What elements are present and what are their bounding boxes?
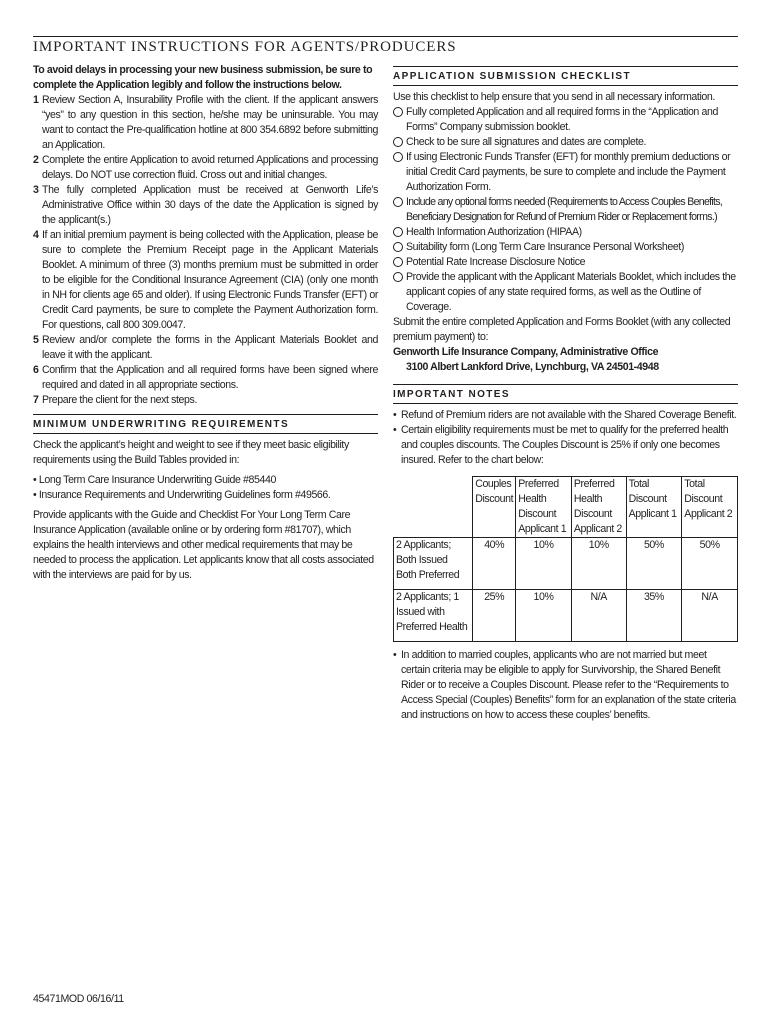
step-item [33, 333, 378, 363]
checklist-item [393, 240, 738, 255]
checklist-item-text: If using Electronic Funds Transfer (EFT) for monthly premium deductions or initial Credit Card payments, be sure to complete and include the Payment Authorization Form. [406, 151, 731, 193]
step-number: 4 [33, 229, 39, 241]
table-cell: 25% [473, 590, 516, 642]
checkbox-circle-icon[interactable] [393, 195, 406, 206]
step-text: Prepare the client for the next steps. [42, 394, 197, 406]
step-text: Complete the entire Application to avoid returned Applications and processing delays. Do NOT use correction fluid. Cross out and initial changes. [42, 154, 378, 181]
checkbox-circle-icon[interactable] [393, 270, 406, 281]
step-number: 7 [33, 394, 39, 406]
form-code: 45471MOD 06/16/11 [33, 993, 124, 1005]
note-text: Refund of Premium riders are not available with the Shared Coverage Benefit. [401, 409, 737, 421]
notes-heading: IMPORTANT NOTES [393, 384, 738, 404]
checklist-items [393, 105, 738, 315]
checklist-item-text: Health Information Authorization (HIPAA) [406, 226, 582, 238]
checkbox-circle-icon[interactable] [393, 135, 406, 146]
step-item [33, 393, 378, 408]
table-header-cell: Preferred Health Discount Applicant 2 [571, 477, 626, 538]
step-item [33, 153, 378, 183]
table-cell: 50% [626, 538, 682, 590]
table-cell: 10% [571, 538, 626, 590]
note-text: Certain eligibility requirements must be met to qualify for the preferred health and couples discounts. The Couples Discount is 25% if only one becomes insured. Refer to the chart below: [401, 424, 729, 466]
instruction-steps [33, 93, 378, 408]
step-number: 6 [33, 364, 39, 376]
checklist-item [393, 225, 738, 240]
checklist-item-text: Suitability form (Long Term Care Insurance Personal Worksheet) [406, 241, 685, 253]
note-bullet: • Refund of Premium riders are not available with the Shared Coverage Benefit. [393, 409, 737, 421]
checklist-item-text: Potential Rate Increase Disclosure Notice [406, 256, 586, 268]
table-row-label: 2 Applicants; Both Issued Both Preferred [394, 538, 473, 590]
step-number: 2 [33, 154, 39, 166]
table-cell: N/A [682, 590, 738, 642]
table-header-cell: Total Discount Applicant 1 [626, 477, 682, 538]
checklist-item-text: Include any optional forms needed (Requirements to Access Couples Benefits, Beneficiary Designation for Refund of Premium Rider or Replacement forms.) [406, 196, 723, 223]
address-line-1: Genworth Life Insurance Company, Administrative Office [393, 346, 659, 358]
table-cell: N/A [571, 590, 626, 642]
checklist-item [393, 270, 738, 315]
intro-text: To avoid delays in processing your new business submission, be sure to complete the Application legibly and follow the instructions below. [33, 64, 373, 91]
checklist-item [393, 195, 738, 225]
table-header-cell: Total Discount Applicant 2 [682, 477, 738, 538]
checklist-item [393, 135, 738, 150]
table-header-cell: Preferred Health Discount Applicant 1 [516, 477, 572, 538]
checklist-item-text: Check to be sure all signatures and dates are complete. [406, 136, 647, 148]
min-uw-bullet: • Long Term Care Insurance Underwriting Guide #85440 [33, 474, 276, 486]
note-bullet: • In addition to married couples, applicants who are not married but meet certain criteria may be eligible to apply for Survivorship, the Shared Benefit Rider or to receive a Couples Discount. Please refer to the “Requirements to Access Special (Couples) Benefits” form for an explanation of the state criteria and instructions on how to access these couples’ benefits. [393, 648, 738, 723]
step-item [33, 363, 378, 393]
step-text: Review and/or complete the forms in the Applicant Materials Booklet and leave it with the applicant. [42, 334, 378, 361]
checkbox-circle-icon[interactable] [393, 240, 406, 251]
checklist-item-text: Provide the applicant with the Applicant Materials Booklet, which includes the applicant copies of any state required forms, as well as the Outline of Coverage. [406, 271, 736, 313]
step-item [33, 228, 378, 333]
min-uw-paragraph-2: Provide applicants with the Guide and Checklist For Your Long Term Care Insurance Application (available online or by ordering form #81707), which explains the health interviews and other medical requirements that may be needed to process the application. Let applicants know that all costs associated with the interviews are paid for by us. [33, 509, 374, 581]
step-text: If an initial premium payment is being collected with the Application, please be sure to complete the Premium Receipt page in the Applicant Materials Booklet. A minimum of three (3) months premium must be submitted in order to be eligible for the Conditional Insurance Agreement (CIA) (only one month in NH for clients age 65 and older). If using Electronic Funds Transfer (EFT) or Credit Card payments, be sure to complete the Payment Authorization form. For questions, call 800 309.0047. [42, 229, 378, 331]
note-bullet: • Certain eligibility requirements must be met to qualify for the preferred health and couples discounts. The Couples Discount is 25% if only one becomes insured. Refer to the chart below: [393, 423, 738, 468]
checkbox-circle-icon[interactable] [393, 225, 406, 236]
checklist-intro: Use this checklist to help ensure that you send in all necessary information. [393, 91, 715, 103]
checklist-item [393, 255, 738, 270]
checklist-item [393, 105, 738, 135]
page-title: IMPORTANT INSTRUCTIONS FOR AGENTS/PRODUCERS [33, 39, 457, 55]
table-header-cell: Couples Discount [473, 477, 516, 538]
checklist-item [393, 150, 738, 195]
table-row [394, 590, 738, 642]
step-number: 5 [33, 334, 39, 346]
min-uw-bullet: • Insurance Requirements and Underwriting Guidelines form #49566. [33, 489, 331, 501]
step-text: The fully completed Application must be received at Genworth Life’s Administrative Office within 30 days of the date the Application is signed by the applicant(s.) [42, 184, 378, 226]
step-number: 3 [33, 184, 39, 196]
table-row-label: 2 Applicants; 1 Issued with Preferred Health [394, 590, 473, 642]
checkbox-circle-icon[interactable] [393, 255, 406, 266]
table-row [394, 538, 738, 590]
checklist-item-text: Fully completed Application and all required forms in the “Application and Forms” Company submission booklet. [406, 106, 718, 133]
min-uw-heading: MINIMUM UNDERWRITING REQUIREMENTS [33, 414, 378, 434]
checklist-heading: APPLICATION SUBMISSION CHECKLIST [393, 66, 738, 86]
discount-table [393, 476, 738, 642]
table-cell: 10% [516, 538, 572, 590]
step-item [33, 93, 378, 153]
step-item [33, 183, 378, 228]
table-corner [394, 477, 473, 538]
table-cell: 40% [473, 538, 516, 590]
table-header-row [394, 477, 738, 538]
right-column [393, 63, 738, 723]
submit-text: Submit the entire completed Application and Forms Booklet (with any collected premium payment) to: [393, 316, 731, 343]
table-cell: 35% [626, 590, 682, 642]
step-text: Confirm that the Application and all required forms have been signed where required and dated in all appropriate sections. [42, 364, 378, 391]
left-column [33, 63, 378, 583]
checkbox-circle-icon[interactable] [393, 105, 406, 116]
step-number: 1 [33, 94, 39, 106]
address-line-2: 3100 Albert Lankford Drive, Lynchburg, VA 24501-4948 [406, 361, 659, 373]
title-rule [33, 36, 738, 37]
min-uw-paragraph-1: Check the applicant’s height and weight to see if they meet basic eligibility requirements using the Build Tables provided in: [33, 439, 349, 466]
table-cell: 50% [682, 538, 738, 590]
note-text: In addition to married couples, applicants who are not married but meet certain criteria may be eligible to apply for Survivorship, the Shared Benefit Rider or to receive a Couples Discount. Please refer to the “Requirements to Access Special (Couples) Benefits” form for an explanation of the state criteria and instructions on how to access these couples’ benefits. [401, 649, 736, 721]
checkbox-circle-icon[interactable] [393, 150, 406, 161]
table-cell: 10% [516, 590, 572, 642]
step-text: Review Section A, Insurability Profile with the client. If the applicant answers “yes” to any question in this section, he/she may be uninsurable. You may want to contact the Pre-qualification hotline at 800 354.6892 before submitting an Application. [42, 94, 378, 151]
